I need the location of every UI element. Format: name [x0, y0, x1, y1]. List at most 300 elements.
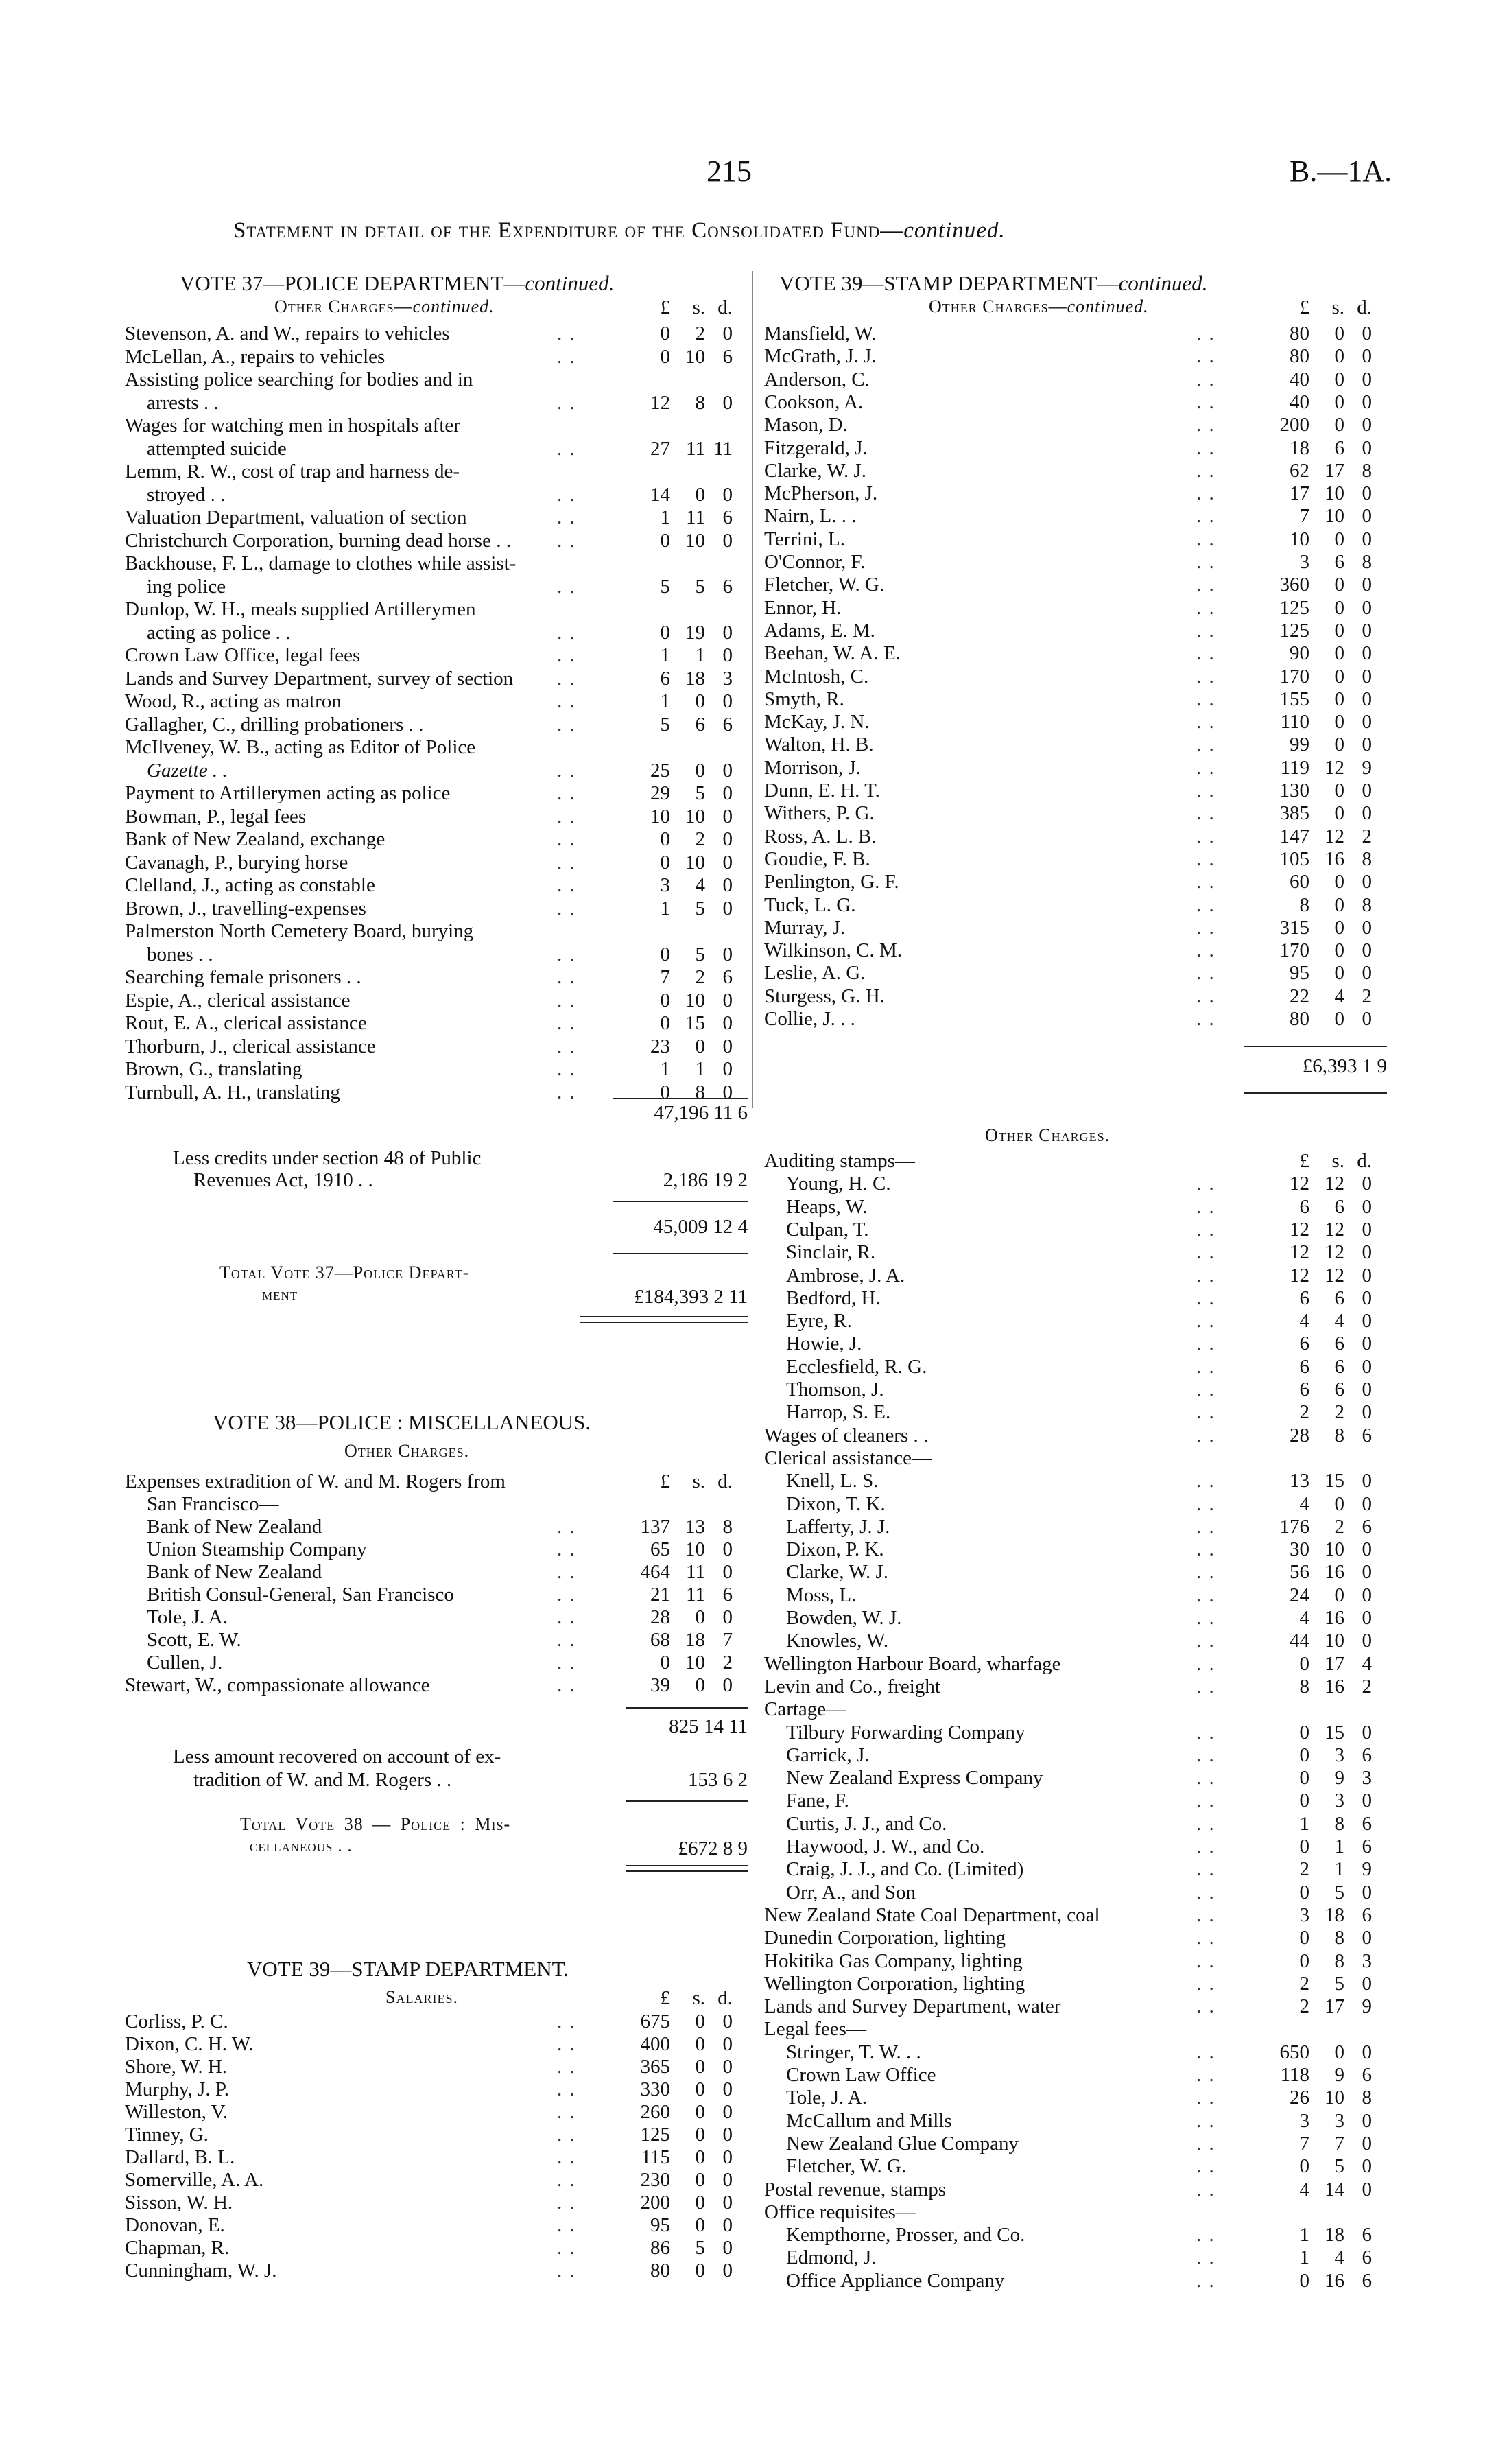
amount-pounds: 2 — [1299, 1972, 1309, 1995]
amount-pence: 0 — [1362, 2041, 1372, 2063]
row-label: Heaps, W. — [786, 1195, 868, 1218]
row-label: Stevenson, A. and W., repairs to vehicles — [125, 322, 450, 344]
amount-pence: 0 — [722, 690, 733, 712]
table-row — [764, 757, 1388, 779]
amount-shillings: 3 — [1334, 2109, 1344, 2132]
leader-dots: . . — [557, 2146, 576, 2168]
leader-dots: . . — [1196, 756, 1215, 779]
vote37-total-label-2: ment — [262, 1286, 298, 1304]
amount-pence: 0 — [1362, 1008, 1372, 1030]
table-row — [764, 917, 1388, 939]
table-row — [764, 642, 1388, 665]
amount-shillings: 12 — [1325, 1218, 1344, 1241]
table-row — [764, 1561, 1388, 1584]
row-label: Haywood, J. W., and Co. — [786, 1835, 985, 1857]
amount-shillings: 15 — [1325, 1470, 1344, 1492]
row-label: San Francisco— — [147, 1493, 279, 1515]
amount-shillings: 0 — [695, 759, 705, 782]
amount-pounds: 230 — [640, 2169, 670, 2191]
amount-pounds: 8 — [1299, 1675, 1309, 1698]
leader-dots: . . — [1196, 1652, 1215, 1675]
amount-shillings: 17 — [1325, 1652, 1344, 1675]
amount-pounds: 27 — [650, 437, 670, 460]
vote37-double-rule-b — [580, 1322, 748, 1323]
vote37-title: VOTE 37—POLICE DEPARTMENT— — [180, 271, 525, 295]
amount-shillings: 2 — [1334, 1401, 1344, 1424]
amount-pounds: 80 — [650, 2260, 670, 2281]
amount-pence: 3 — [1362, 1767, 1372, 1790]
leader-dots: . . — [1196, 1630, 1215, 1652]
amount-pounds: 0 — [660, 1081, 670, 1103]
leader-dots: . . — [557, 828, 576, 850]
currency-pounds: £ — [660, 1470, 670, 1492]
vote37-heading — [180, 271, 614, 296]
amount-pounds: 90 — [1290, 642, 1309, 665]
row-label: Garrick, J. — [786, 1744, 870, 1766]
leader-dots: . . — [557, 989, 576, 1011]
amount-shillings: 11 — [686, 506, 705, 528]
table-row — [764, 1584, 1388, 1607]
amount-pounds: 1 — [1299, 1812, 1309, 1835]
vote39-subheading: Salaries. — [385, 1987, 458, 2007]
amount-pence: 6 — [722, 713, 733, 736]
vote39c-title: VOTE 39—STAMP DEPARTMENT— — [779, 271, 1119, 295]
table-row — [764, 597, 1388, 620]
other-charges-heading: Other Charges. — [985, 1125, 1111, 1145]
table-row — [764, 1904, 1388, 1927]
row-label: Young, H. C. — [786, 1173, 891, 1195]
amount-shillings: 0 — [695, 2033, 705, 2055]
amount-pence: 0 — [1362, 1630, 1372, 1652]
amount-shillings: 0 — [695, 1674, 705, 1696]
table-row — [764, 1196, 1388, 1219]
amount-pence: 0 — [722, 644, 733, 666]
amount-pounds: 147 — [1279, 825, 1309, 847]
amount-pounds: 650 — [1279, 2041, 1309, 2063]
currency-pounds: £ — [660, 296, 670, 318]
amount-pence: 0 — [1362, 1218, 1372, 1241]
amount-shillings: 8 — [1334, 1812, 1344, 1835]
amount-pence: 0 — [722, 2010, 733, 2032]
amount-shillings: 6 — [1334, 1287, 1344, 1309]
amount-pounds: 0 — [1299, 1881, 1309, 1903]
row-label: Ecclesfield, R. G. — [786, 1355, 927, 1378]
row-label: Espie, A., clerical assistance — [125, 989, 351, 1011]
amount-shillings: 11 — [686, 1584, 705, 1606]
row-label: stroyed . . — [147, 483, 226, 506]
table-row — [764, 2224, 1388, 2246]
table-row — [764, 1973, 1388, 1995]
leader-dots: . . — [557, 2056, 576, 2078]
leader-dots: . . — [557, 805, 576, 828]
leader-dots: . . — [1196, 459, 1215, 482]
amount-shillings: 9 — [1334, 2064, 1344, 2086]
amount-shillings: 15 — [685, 1012, 705, 1034]
row-label: Scott, E. W. — [147, 1629, 241, 1651]
row-label: Sisson, W. H. — [125, 2192, 233, 2214]
amount-shillings: 12 — [1325, 1264, 1344, 1287]
amount-pence: 0 — [1362, 1195, 1372, 1218]
table-row — [125, 1674, 749, 1697]
amount-pounds: 125 — [640, 2124, 670, 2146]
amount-pence: 0 — [1362, 390, 1372, 413]
row-label: New Zealand Glue Company — [786, 2132, 1019, 2155]
row-label: Thomson, J. — [786, 1378, 884, 1400]
row-label: Ambrose, J. A. — [786, 1264, 905, 1287]
row-label: Somerville, A. A. — [125, 2169, 264, 2191]
amount-shillings: 16 — [1325, 1561, 1344, 1584]
amount-shillings: 0 — [1334, 871, 1344, 893]
leader-dots: . . — [1196, 1903, 1215, 1926]
row-label: Auditing stamps— — [764, 1150, 915, 1172]
amount-pence: 8 — [1362, 2087, 1372, 2109]
amount-pounds: 3 — [1299, 1903, 1309, 1926]
amount-pence: 0 — [1362, 688, 1372, 710]
amount-pence: 6 — [1362, 1903, 1372, 1926]
leader-dots: . . — [1196, 1008, 1215, 1030]
row-label: acting as police . . — [147, 621, 291, 644]
table-row — [764, 1241, 1388, 1264]
leader-dots: . . — [1196, 2087, 1215, 2109]
row-label: Gazette . . — [147, 759, 228, 782]
leader-dots: . . — [557, 690, 576, 712]
table-row — [764, 1265, 1388, 1287]
row-label: Gallagher, C., drilling probationers . . — [125, 713, 424, 736]
row-label: Dixon, P. K. — [786, 1538, 884, 1561]
row-label: Wellington Corporation, lighting — [764, 1972, 1025, 1995]
amount-pounds: 10 — [650, 805, 670, 828]
amount-shillings: 0 — [1334, 711, 1344, 734]
amount-pence: 0 — [1362, 1607, 1372, 1629]
amount-pounds: 385 — [1279, 802, 1309, 825]
vote38-double-rule-a — [626, 1865, 748, 1866]
table-row — [125, 2078, 749, 2101]
row-label: Tuck, L. G. — [764, 893, 856, 916]
table-row — [764, 2246, 1388, 2269]
leader-dots: . . — [1196, 1355, 1215, 1378]
amount-pence: 6 — [722, 966, 733, 988]
row-label: Wages for watching men in hospitals after — [125, 414, 460, 436]
amount-pence: 0 — [1362, 1561, 1372, 1584]
leader-dots: . . — [1196, 893, 1215, 916]
leader-dots: . . — [1196, 551, 1215, 573]
table-row — [764, 985, 1388, 1008]
table-row — [125, 1652, 749, 1674]
amount-pence: 0 — [722, 2033, 733, 2055]
currency-pence: d. — [1357, 1150, 1372, 1172]
amount-pence: 0 — [722, 2146, 733, 2168]
row-label: Beehan, W. A. E. — [764, 642, 901, 665]
vote37-subtotal: 47,196 11 6 — [654, 1102, 748, 1124]
amount-shillings: 0 — [695, 690, 705, 712]
amount-shillings: 3 — [1334, 1744, 1344, 1766]
amount-pounds: 95 — [1290, 962, 1309, 985]
currency-pence: d. — [717, 1470, 733, 1492]
row-label: Wilkinson, C. M. — [764, 939, 903, 962]
amount-pounds: 1 — [660, 644, 670, 666]
leader-dots: . . — [1196, 2224, 1215, 2246]
amount-shillings: 0 — [1334, 779, 1344, 801]
amount-shillings: 8 — [1334, 1424, 1344, 1446]
leader-dots: . . — [1196, 619, 1215, 642]
amount-pounds: 400 — [640, 2033, 670, 2055]
amount-pounds: 8 — [1299, 893, 1309, 916]
amount-pence: 8 — [1362, 551, 1372, 573]
leader-dots: . . — [557, 2260, 576, 2281]
row-label: Anderson, C. — [764, 368, 870, 390]
row-label: New Zealand State Coal Department, coal — [764, 1903, 1100, 1926]
vote37-rule-1 — [613, 1098, 748, 1099]
table-row — [125, 1012, 749, 1035]
amount-shillings: 12 — [1325, 756, 1344, 779]
leader-dots: . . — [557, 1516, 576, 1538]
table-row — [125, 644, 749, 667]
row-label: Cullen, J. — [147, 1652, 223, 1674]
amount-shillings: 0 — [1334, 893, 1344, 916]
row-label: Dunedin Corporation, lighting — [764, 1927, 1006, 1949]
amount-shillings: 1 — [1334, 1835, 1344, 1857]
amount-pence: 3 — [722, 667, 733, 690]
row-label: Edmond, J. — [786, 2246, 877, 2269]
amount-pounds: 12 — [1290, 1264, 1309, 1287]
amount-shillings: 11 — [686, 1561, 705, 1583]
row-label: Tinney, G. — [125, 2124, 209, 2146]
amount-shillings: 4 — [1334, 985, 1344, 1007]
amount-pounds: 25 — [650, 759, 670, 782]
row-label: Tilbury Forwarding Company — [786, 1721, 1025, 1744]
leader-dots: . . — [1196, 734, 1215, 756]
table-row — [764, 1950, 1388, 1973]
row-label: Fitzgerald, J. — [764, 436, 868, 459]
amount-pence: 0 — [722, 828, 733, 850]
amount-shillings: 0 — [695, 483, 705, 506]
table-row — [764, 1401, 1388, 1424]
amount-pounds: 2 — [1299, 1995, 1309, 2018]
amount-pounds: 2 — [1299, 1401, 1309, 1424]
row-label: Crown Law Office, legal fees — [125, 644, 361, 666]
amount-shillings: 0 — [1334, 916, 1344, 939]
amount-pence: 0 — [1362, 619, 1372, 642]
amount-shillings: 11 — [686, 437, 705, 460]
leader-dots: . . — [1196, 1584, 1215, 1606]
amount-pounds: 0 — [1299, 1790, 1309, 1812]
amount-pence: 6 — [722, 345, 733, 368]
amount-pounds: 4 — [1299, 1310, 1309, 1333]
amount-pence: 0 — [1362, 1538, 1372, 1561]
amount-pence: 6 — [1362, 1515, 1372, 1538]
row-label: Penlington, G. F. — [764, 871, 899, 893]
amount-pounds: 5 — [660, 713, 670, 736]
amount-pence: 0 — [1362, 1470, 1372, 1492]
amount-pounds: 4 — [1299, 2178, 1309, 2201]
amount-pence: 2 — [722, 1652, 733, 1674]
row-label: Dallard, B. L. — [125, 2146, 235, 2168]
leader-dots: . . — [1196, 985, 1215, 1007]
amount-pence: 8 — [1362, 459, 1372, 482]
amount-pounds: 62 — [1290, 459, 1309, 482]
row-label: Valuation Department, valuation of section — [125, 506, 467, 528]
amount-pence: 0 — [1362, 1401, 1372, 1424]
row-label: Lafferty, J. J. — [786, 1515, 890, 1538]
leader-dots: . . — [557, 1538, 576, 1560]
amount-pence: 0 — [722, 2169, 733, 2191]
table-row — [764, 825, 1388, 848]
amount-shillings: 6 — [1334, 436, 1344, 459]
table-row — [125, 530, 749, 552]
row-label: Curtis, J. J., and Co. — [786, 1812, 947, 1835]
amount-pence: 6 — [1362, 2246, 1372, 2269]
amount-pounds: 464 — [640, 1561, 670, 1583]
amount-shillings: 0 — [695, 2169, 705, 2191]
leader-dots: . . — [1196, 1333, 1215, 1355]
leader-dots: . . — [1196, 2155, 1215, 2178]
row-label: Harrop, S. E. — [786, 1401, 891, 1424]
amount-pounds: 260 — [640, 2101, 670, 2123]
table-row — [764, 2133, 1388, 2155]
amount-pence: 0 — [1362, 871, 1372, 893]
amount-pence: 0 — [1362, 962, 1372, 985]
amount-pounds: 170 — [1279, 665, 1309, 688]
vote38-total-amount: £672 8 9 — [678, 1838, 748, 1859]
amount-pence: 0 — [1362, 642, 1372, 665]
vote38-rule-1 — [626, 1707, 748, 1709]
amount-pounds: 23 — [650, 1035, 670, 1057]
leader-dots: . . — [1196, 1310, 1215, 1333]
amount-pence: 0 — [1362, 1241, 1372, 1264]
amount-shillings: 0 — [1334, 1492, 1344, 1515]
amount-pence: 0 — [1362, 368, 1372, 390]
amount-pence: 0 — [1362, 779, 1372, 801]
amount-pounds: 5 — [660, 575, 670, 598]
leader-dots: . . — [557, 1584, 576, 1606]
vote37-title-continued: continued. — [525, 271, 615, 295]
table-row — [764, 482, 1388, 505]
leader-dots: . . — [557, 1652, 576, 1674]
table-row — [764, 2018, 1388, 2041]
leader-dots: . . — [557, 1081, 576, 1103]
table-row — [125, 368, 749, 391]
amount-pounds: 68 — [650, 1629, 670, 1651]
amount-shillings: 0 — [1334, 619, 1344, 642]
vote39c-total: £6,393 1 9 — [1302, 1055, 1387, 1077]
row-label: Donovan, E. — [125, 2214, 225, 2236]
amount-pence: 0 — [722, 1561, 733, 1583]
currency-shillings: s. — [692, 296, 705, 318]
amount-shillings: 10 — [685, 345, 705, 368]
table-row — [125, 2214, 749, 2237]
amount-pence: 0 — [1362, 1264, 1372, 1287]
leader-dots: . . — [1196, 2269, 1215, 2292]
amount-pence: 0 — [1362, 802, 1372, 825]
leader-dots: . . — [1196, 1424, 1215, 1446]
amount-pounds: 130 — [1279, 779, 1309, 801]
amount-pounds: 7 — [660, 966, 670, 988]
amount-shillings: 0 — [1334, 345, 1344, 368]
row-label: Smyth, R. — [764, 688, 844, 710]
table-row — [125, 2101, 749, 2124]
leader-dots: . . — [1196, 1173, 1215, 1195]
amount-shillings: 17 — [1325, 1995, 1344, 2018]
amount-pounds: 330 — [640, 2078, 670, 2100]
currency-shillings: s. — [1331, 1150, 1344, 1172]
amount-pence: 6 — [1362, 1812, 1372, 1835]
row-label: arrests . . — [147, 391, 219, 414]
amount-pounds: 3 — [660, 874, 670, 896]
table-row — [764, 802, 1388, 825]
amount-shillings: 0 — [1334, 414, 1344, 436]
table-row — [764, 1516, 1388, 1538]
amount-pence: 0 — [1362, 2109, 1372, 2132]
table-row — [125, 989, 749, 1012]
leader-dots: . . — [557, 874, 576, 896]
row-label: Dunlop, W. H., meals supplied Artillerymen — [125, 598, 476, 620]
row-label: Office requisites— — [764, 2201, 916, 2223]
table-row — [125, 943, 749, 966]
amount-shillings: 6 — [695, 713, 705, 736]
table-row — [125, 690, 749, 713]
amount-pounds: 0 — [660, 851, 670, 873]
leader-dots: . . — [557, 851, 576, 873]
row-label: Sinclair, R. — [786, 1241, 876, 1264]
amount-shillings: 0 — [1334, 2041, 1344, 2063]
row-label: Clerical assistance— — [764, 1446, 932, 1469]
vote37-total-amount: £184,393 2 11 — [634, 1286, 748, 1308]
amount-pounds: 14 — [650, 483, 670, 506]
amount-pence: 0 — [1362, 528, 1372, 550]
amount-shillings: 16 — [1325, 1607, 1344, 1629]
leader-dots: . . — [1196, 1607, 1215, 1629]
amount-pounds: 56 — [1290, 1561, 1309, 1584]
row-label: Hokitika Gas Company, lighting — [764, 1949, 1023, 1972]
amount-pence: 0 — [722, 529, 733, 552]
row-label: McPherson, J. — [764, 482, 878, 505]
row-label: Chapman, R. — [125, 2237, 230, 2259]
table-row — [125, 460, 749, 483]
amount-pence: 8 — [1362, 847, 1372, 870]
vote37-sub-continued: continued. — [412, 296, 495, 316]
page-number: 215 — [707, 154, 752, 188]
amount-pence: 0 — [722, 391, 733, 414]
row-label: Mason, D. — [764, 414, 848, 436]
amount-pence: 0 — [722, 782, 733, 804]
table-row — [125, 2260, 749, 2282]
page-title-main: Statement in detail of the Expenditure of the Consolidated Fund— — [233, 218, 904, 243]
table-row — [764, 1722, 1388, 1744]
leader-dots: . . — [1196, 1378, 1215, 1400]
table-row — [764, 1008, 1388, 1031]
amount-pence: 0 — [1362, 711, 1372, 734]
vote38-double-rule-b — [626, 1870, 748, 1872]
amount-shillings: 0 — [1334, 390, 1344, 413]
amount-shillings: 0 — [695, 2260, 705, 2281]
table-row — [125, 782, 749, 805]
leader-dots: . . — [1196, 779, 1215, 801]
amount-shillings: 4 — [1334, 2246, 1344, 2269]
leader-dots: . . — [1196, 665, 1215, 688]
row-label: Thorburn, J., clerical assistance — [125, 1035, 376, 1057]
amount-pounds: 675 — [640, 2010, 670, 2032]
leader-dots: . . — [1196, 1721, 1215, 1744]
amount-shillings: 2 — [1334, 1515, 1344, 1538]
row-label: Shore, W. H. — [125, 2056, 228, 2078]
table-row — [764, 688, 1388, 711]
vote37-subheading — [274, 296, 495, 317]
amount-pounds: 12 — [650, 391, 670, 414]
vote37-total-label-1: Total Vote 37—Police Depart- — [219, 1263, 470, 1282]
leader-dots: . . — [1196, 1218, 1215, 1241]
table-row — [764, 2270, 1388, 2292]
amount-pence: 0 — [1362, 665, 1372, 688]
